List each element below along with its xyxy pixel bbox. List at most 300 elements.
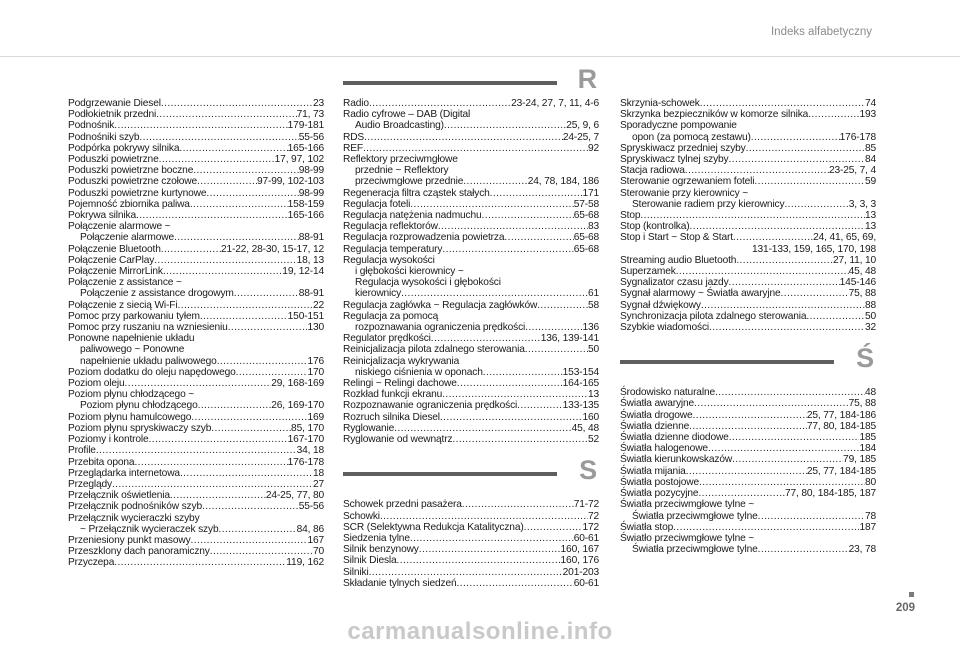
index-entry: [343, 389, 599, 400]
index-entry: [620, 143, 876, 154]
dot-leader: [457, 378, 563, 389]
dot-leader: [673, 522, 859, 533]
entry-label: Regulacja za pomocą: [343, 310, 439, 322]
entry-pages: 60-61: [573, 577, 599, 589]
entry-pages: 74: [864, 98, 876, 109]
entry-label: Skrzynka bezpieczników w komorze silnika: [620, 109, 809, 121]
dot-leader: [410, 533, 574, 544]
entry-label: Sterowanie radiem przy kierownicy: [632, 198, 785, 210]
entry-pages: 22: [312, 299, 324, 311]
entry-label: Światła przeciwmgłowe tylne ~: [620, 499, 755, 511]
entry-label: Światła pozycyjne: [620, 488, 699, 500]
dot-leader: [708, 443, 860, 454]
dot-leader: [524, 522, 583, 533]
entry-label: Profile: [68, 445, 96, 457]
entry-label: Światła przeciwmgłowe tylne: [632, 544, 758, 556]
dot-leader: [197, 176, 257, 187]
entry-pages: 160: [582, 411, 599, 423]
index-entry: [343, 221, 599, 232]
index-entry: [68, 109, 324, 120]
entry-pages: 21-22, 28-30, 15-17, 12: [220, 243, 324, 255]
entry-label: Ryglowanie od wewnątrz: [343, 434, 453, 446]
entry-pages: 88-91: [298, 288, 324, 300]
dot-leader: [161, 98, 313, 109]
entry-label: Połączenie alarmowe: [80, 232, 174, 244]
dot-leader: [179, 143, 287, 154]
index-entry: [620, 488, 876, 499]
entry-pages: 98-99: [298, 165, 324, 177]
entry-pages: 171: [582, 187, 599, 199]
index-entry: [620, 176, 876, 187]
index-entry: [343, 555, 599, 566]
dot-leader: [380, 511, 588, 522]
dot-leader: [751, 132, 840, 143]
entry-label: Sporadyczne pompowanie: [620, 120, 737, 132]
entry-label: Połączenie z assistance ~: [68, 277, 182, 289]
letter-r: R: [577, 64, 597, 94]
dot-leader: [689, 421, 807, 432]
entry-label: Poziom płynu chłodzącego: [80, 400, 198, 412]
entry-label: RDS: [343, 131, 365, 143]
index-entry: [620, 132, 876, 143]
index-entry: [343, 412, 599, 423]
dot-leader: [690, 221, 865, 232]
entry-label: Sterowanie przy kierownicy ~: [620, 187, 749, 199]
dot-leader: [228, 322, 308, 333]
entry-label: Przebita opona: [68, 456, 135, 468]
index-entry: [343, 511, 599, 522]
dot-leader: [490, 188, 583, 199]
entry-pages: 24, 78, 184, 186: [527, 176, 599, 188]
index-entry: [68, 356, 324, 367]
dot-leader: [134, 457, 287, 468]
entry-label: Światło przeciwmgłowe tylne ~: [620, 532, 755, 544]
entry-pages: 187: [859, 521, 876, 533]
dot-leader: [369, 567, 563, 578]
dot-leader: [758, 511, 865, 522]
entries-s-acute: [620, 387, 876, 555]
index-column-1: [68, 98, 324, 569]
entry-label: Silniki: [343, 566, 369, 578]
dot-leader: [442, 244, 573, 255]
entry-label: Podpórka pokrywy silnika: [68, 142, 180, 154]
entry-pages: 3, 3, 3: [848, 198, 876, 210]
entry-label: Poziom dodatku do oleju napędowego: [68, 366, 236, 378]
entry-label: Rozruch silnika Diesel: [343, 411, 440, 423]
entry-pages: 23, 78: [848, 544, 876, 556]
entry-label: Poduszki powietrzne boczne: [68, 165, 194, 177]
entry-label: i głębokości kierownicy ~: [355, 266, 464, 278]
dot-leader: [394, 423, 571, 434]
entry-label: Poziomy i kontrole: [68, 434, 149, 446]
entry-pages: 165-166: [287, 210, 324, 222]
entry-pages: 165-166: [287, 142, 324, 154]
index-entry: [343, 322, 599, 333]
entry-label: Sygnał dźwiękowy: [620, 299, 701, 311]
entry-label: Sygnalizator czasu jazdy: [620, 277, 729, 289]
dot-leader: [112, 479, 313, 490]
entry-pages: 55-56: [298, 131, 324, 143]
entry-label: kierownicy: [355, 288, 402, 300]
index-entry: [343, 210, 599, 221]
dot-leader: [729, 277, 840, 288]
index-entry: [620, 165, 876, 176]
dot-leader: [114, 120, 287, 131]
entry-pages: 45, 48: [848, 266, 876, 278]
entry-pages: 150-151: [287, 310, 324, 322]
entry-label: Sygnał alarmowy ~ Światła awaryjne: [620, 288, 781, 300]
entry-label: Stacja radiowa: [620, 165, 685, 177]
index-entry: [620, 398, 876, 409]
dot-leader: [729, 432, 860, 443]
index-entry: [68, 132, 324, 143]
entry-pages: 85, 170: [291, 422, 324, 434]
entry-label: opon (za pomocą zestawu): [632, 131, 751, 143]
index-entry: [343, 188, 599, 199]
index-entry: [620, 466, 876, 477]
entry-label: Audio Broadcasting): [355, 120, 444, 132]
index-entry: [343, 176, 599, 187]
entry-label: Reinicjalizacja wykrywania: [343, 355, 460, 367]
index-entry: [620, 199, 876, 210]
dot-leader: [440, 412, 583, 423]
dot-leader: [401, 288, 588, 299]
entry-label: Poziom płynu hamulcowego: [68, 411, 192, 423]
entry-pages: 24, 41, 65, 69,: [813, 232, 876, 244]
entry-label: Poziom płynu chłodzącego ~: [68, 389, 195, 401]
dot-leader: [170, 490, 266, 501]
dot-leader: [715, 387, 865, 398]
entry-pages: 193: [859, 109, 876, 121]
entry-label: Siedzenia tylne: [343, 532, 410, 544]
entry-label: Połączenie alarmowe ~: [68, 221, 171, 233]
entry-pages: 119, 162: [286, 557, 324, 569]
dot-leader: [363, 143, 588, 154]
entry-label: Reinicjalizacja pilota zdalnego sterowania: [343, 344, 525, 356]
dot-leader: [234, 288, 299, 299]
dot-leader: [200, 311, 288, 322]
index-entry: [343, 522, 599, 533]
dot-leader: [210, 546, 313, 557]
index-entry: [68, 546, 324, 557]
dot-leader: [154, 255, 296, 266]
index-entry: [343, 423, 599, 434]
entry-pages: 98-99: [298, 187, 324, 199]
entry-label: Poduszki powietrzne czołowe: [68, 176, 198, 188]
index-entry: [68, 98, 324, 109]
index-entry: [620, 544, 876, 555]
index-entry: [620, 277, 876, 288]
dot-leader: [517, 400, 563, 411]
dot-leader: [206, 188, 298, 199]
dot-leader: [180, 468, 313, 479]
dot-leader: [191, 412, 307, 423]
entry-pages: 71-72: [573, 499, 599, 511]
entry-label: Podgrzewanie Diesel: [68, 98, 161, 109]
dot-leader: [736, 255, 833, 266]
entry-pages: 57-58: [573, 198, 599, 210]
entry-pages: 85: [864, 142, 876, 154]
entry-pages: 65-68: [573, 243, 599, 255]
index-entry: [68, 434, 324, 445]
entry-label: Streaming audio Bluetooth: [620, 254, 737, 266]
dot-leader: [693, 410, 807, 421]
entry-pages: 19, 12-14: [282, 266, 324, 278]
entry-pages: 18, 13: [296, 254, 324, 266]
index-entry: [620, 154, 876, 165]
dot-leader: [754, 176, 865, 187]
entry-label: Przełącznik oświetlenia: [68, 490, 170, 502]
entry-label: Światła stop: [620, 521, 674, 533]
index-column-2: [343, 64, 599, 589]
entry-label: Składanie tylnych siedzeń: [343, 577, 457, 589]
entry-label: Sterowanie ogrzewaniem foteli: [620, 176, 755, 188]
entry-label: Pomoc przy ruszaniu na wzniesieniu: [68, 322, 228, 334]
dot-leader: [701, 300, 865, 311]
index-entry: [620, 322, 876, 333]
index-entry: [343, 288, 599, 299]
index-entry: [68, 266, 324, 277]
index-entry: [343, 578, 599, 589]
index-entry: [68, 468, 324, 479]
dot-leader: [177, 300, 312, 311]
index-entry: [620, 210, 876, 221]
entry-label: Spryskiwacz tylnej szyby: [620, 154, 729, 166]
entry-pages: 27, 11, 10: [832, 254, 876, 266]
section-title: Indeks alfabetyczny: [770, 26, 872, 38]
index-entry: [68, 367, 324, 378]
letter-header-s: [343, 455, 599, 499]
index-entry: [68, 322, 324, 333]
index-entry: [620, 311, 876, 322]
dot-leader: [193, 165, 298, 176]
entry-pages: 84: [864, 154, 876, 166]
entry-label: Rozkład funkcji ekranu: [343, 389, 443, 401]
dot-leader: [709, 322, 865, 333]
entry-pages: 24-25, 77, 80: [265, 490, 324, 502]
entry-pages: 83: [587, 221, 599, 233]
dot-leader: [410, 199, 573, 210]
letter-header-r: [343, 64, 599, 108]
dot-leader: [462, 499, 574, 510]
entry-pages: 78: [864, 510, 876, 522]
index-entry: [343, 499, 599, 510]
entry-label: Połączenie z assistance drogowym: [80, 288, 234, 300]
dot-leader: [732, 454, 843, 465]
entry-pages: 13: [864, 221, 876, 233]
letter-bar: [620, 360, 834, 364]
entry-pages: 71, 73: [296, 109, 324, 121]
entry-label: Relingi ~ Relingi dachowe: [343, 378, 457, 390]
entry-label: Światła mijania: [620, 465, 686, 477]
dot-leader: [504, 232, 573, 243]
entry-pages: 48: [864, 387, 876, 399]
entry-pages: 80: [864, 476, 876, 488]
dot-leader: [156, 109, 296, 120]
dot-leader: [698, 488, 785, 499]
index-entry: [68, 176, 324, 187]
watermark: carmanualsonline.info: [347, 618, 613, 645]
entry-label: Silnik benzynowy: [343, 544, 419, 556]
entry-pages: 25, 9, 6: [566, 120, 599, 132]
index-entry: [68, 423, 324, 434]
dot-leader: [525, 344, 588, 355]
entry-pages: 34, 18: [296, 445, 324, 457]
entry-pages: 23: [312, 98, 324, 109]
index-entry: [343, 244, 599, 255]
index-entry: [68, 244, 324, 255]
entry-pages: 18: [312, 467, 324, 479]
entry-label: Środowisko naturalne: [620, 387, 715, 399]
index-entry: [68, 400, 324, 411]
index-entry: [68, 232, 324, 243]
entry-pages: 75, 88: [848, 398, 876, 410]
index-entry: [343, 344, 599, 355]
dot-leader: [758, 544, 849, 555]
entry-label: Pojemność zbiornika paliwa: [68, 198, 190, 210]
index-entry: [620, 477, 876, 488]
entry-label: Ryglowanie: [343, 422, 395, 434]
index-entry: [620, 421, 876, 432]
index-entry: [68, 300, 324, 311]
entry-label: Regulacja reflektorów: [343, 221, 438, 233]
entry-pages: 55-56: [298, 501, 324, 513]
index-entry: [68, 143, 324, 154]
entry-pages: 65-68: [573, 210, 599, 222]
entry-label: Przeszklony dach panoramiczny: [68, 546, 210, 558]
entry-pages: 84, 86: [296, 523, 324, 535]
entry-pages: 77, 80, 184-185: [806, 420, 876, 432]
entry-label: Skrzynia-schowek: [620, 98, 700, 109]
entry-label: Połączenie Bluetooth: [68, 243, 161, 255]
entry-pages: 29, 168-169: [271, 378, 324, 390]
entry-label: Superzamek: [620, 266, 676, 278]
entry-pages: 172: [582, 521, 599, 533]
dot-leader: [781, 288, 849, 299]
dot-leader: [217, 356, 308, 367]
index-entry: [620, 266, 876, 277]
entry-pages: 13: [864, 210, 876, 222]
index-entry: [68, 210, 324, 221]
entry-label: Światła halogenowe: [620, 443, 708, 455]
dot-leader: [191, 535, 308, 546]
entry-label: Schowek przedni pasażera: [343, 499, 462, 511]
dot-leader: [211, 423, 291, 434]
index-entry: [343, 199, 599, 210]
index-entry: [620, 454, 876, 465]
entry-label: Rozpoznawanie ograniczenia prędkości: [343, 400, 518, 412]
entry-pages: 160, 176: [560, 555, 599, 567]
entries-r: [343, 98, 599, 445]
entry-pages: 26, 169-170: [271, 400, 324, 412]
dot-leader: [733, 232, 813, 243]
entry-label: Radio: [343, 98, 369, 109]
index-entry: [68, 378, 324, 389]
letter-s: S: [579, 455, 597, 486]
entry-pages: 27: [312, 478, 324, 490]
entry-label: Światła drogowe: [620, 409, 693, 421]
index-entry: [68, 412, 324, 423]
entry-pages: 61: [587, 288, 599, 300]
entry-pages: 45, 48: [571, 422, 599, 434]
entry-label: Synchronizacja pilota zdalnego sterowania: [620, 310, 807, 322]
dot-leader: [438, 221, 588, 232]
entry-pages: 59: [864, 176, 876, 188]
dot-leader: [525, 322, 582, 333]
dot-leader: [159, 154, 275, 165]
dot-leader: [482, 210, 574, 221]
entry-label: Spryskiwacz przedniej szyby: [620, 142, 746, 154]
entry-label: Stop (kontrolka): [620, 221, 690, 233]
entry-label: przeciwmgłowe przednie: [355, 176, 464, 188]
entry-pages: 167-170: [287, 434, 324, 446]
dot-leader: [431, 333, 541, 344]
entry-pages: 13: [587, 389, 599, 401]
entry-label: Podnośniki szyb: [68, 131, 140, 143]
dot-leader: [218, 524, 296, 535]
entry-pages: 92: [587, 142, 599, 154]
dot-leader: [139, 132, 298, 143]
index-entry: [68, 557, 324, 568]
entry-pages: 167: [307, 534, 324, 546]
dot-leader: [161, 244, 221, 255]
dot-leader: [419, 544, 561, 555]
index-entry: [68, 120, 324, 131]
entry-label: Światła awaryjne: [620, 398, 695, 410]
entry-pages: 169: [307, 411, 324, 423]
index-entry: [343, 232, 599, 243]
entry-pages: 24-25, 7: [562, 131, 599, 143]
dot-leader: [442, 389, 588, 400]
index-entry: [68, 188, 324, 199]
entry-pages: 75, 88: [848, 288, 876, 300]
entry-pages: 176-178: [287, 456, 324, 468]
entry-pages: 133-135: [562, 400, 599, 412]
entry-label: Stop: [620, 210, 641, 222]
entry-label: Regulacja zagłówka ~ Regulacja zagłówków: [343, 299, 538, 311]
index-entry: [620, 232, 876, 243]
entry-pages-continued: 131-133, 159, 165, 170, 198: [752, 243, 876, 255]
entry-label: paliwowego ~ Ponowne: [80, 344, 185, 356]
entry-label: Regulacja temperatury: [343, 243, 443, 255]
entry-pages: 58: [587, 299, 599, 311]
index-entry: [68, 255, 324, 266]
entry-label: Światła dzienne diodowe: [620, 432, 729, 444]
dot-leader: [456, 578, 573, 589]
entry-label: Przyczepa: [68, 557, 115, 569]
index-entry: [343, 333, 599, 344]
index-entry: [620, 109, 876, 120]
index-entry: [620, 387, 876, 398]
index-entry: [343, 143, 599, 154]
entry-pages: 184: [859, 443, 876, 455]
entry-label: niskiego ciśnienia w oponach: [355, 366, 483, 378]
entry-pages: 23-25, 7, 4: [828, 165, 876, 177]
dot-leader: [694, 398, 849, 409]
entry-label: Regeneracja filtra cząstek stałych: [343, 187, 490, 199]
dot-leader: [202, 501, 299, 512]
entry-pages: 136: [582, 322, 599, 334]
index-entry: [68, 524, 324, 535]
entry-pages: 79, 185: [843, 454, 876, 466]
entry-pages: 23-24, 27, 7, 11, 4-6: [511, 98, 599, 109]
entry-label: Światła postojowe: [620, 476, 699, 488]
dot-leader: [729, 154, 865, 165]
entry-label: Poduszki powietrzne kurtynowe: [68, 187, 207, 199]
index-entry: [620, 511, 876, 522]
index-entry: [68, 501, 324, 512]
entry-label: Pomoc przy parkowaniu tyłem: [68, 310, 200, 322]
